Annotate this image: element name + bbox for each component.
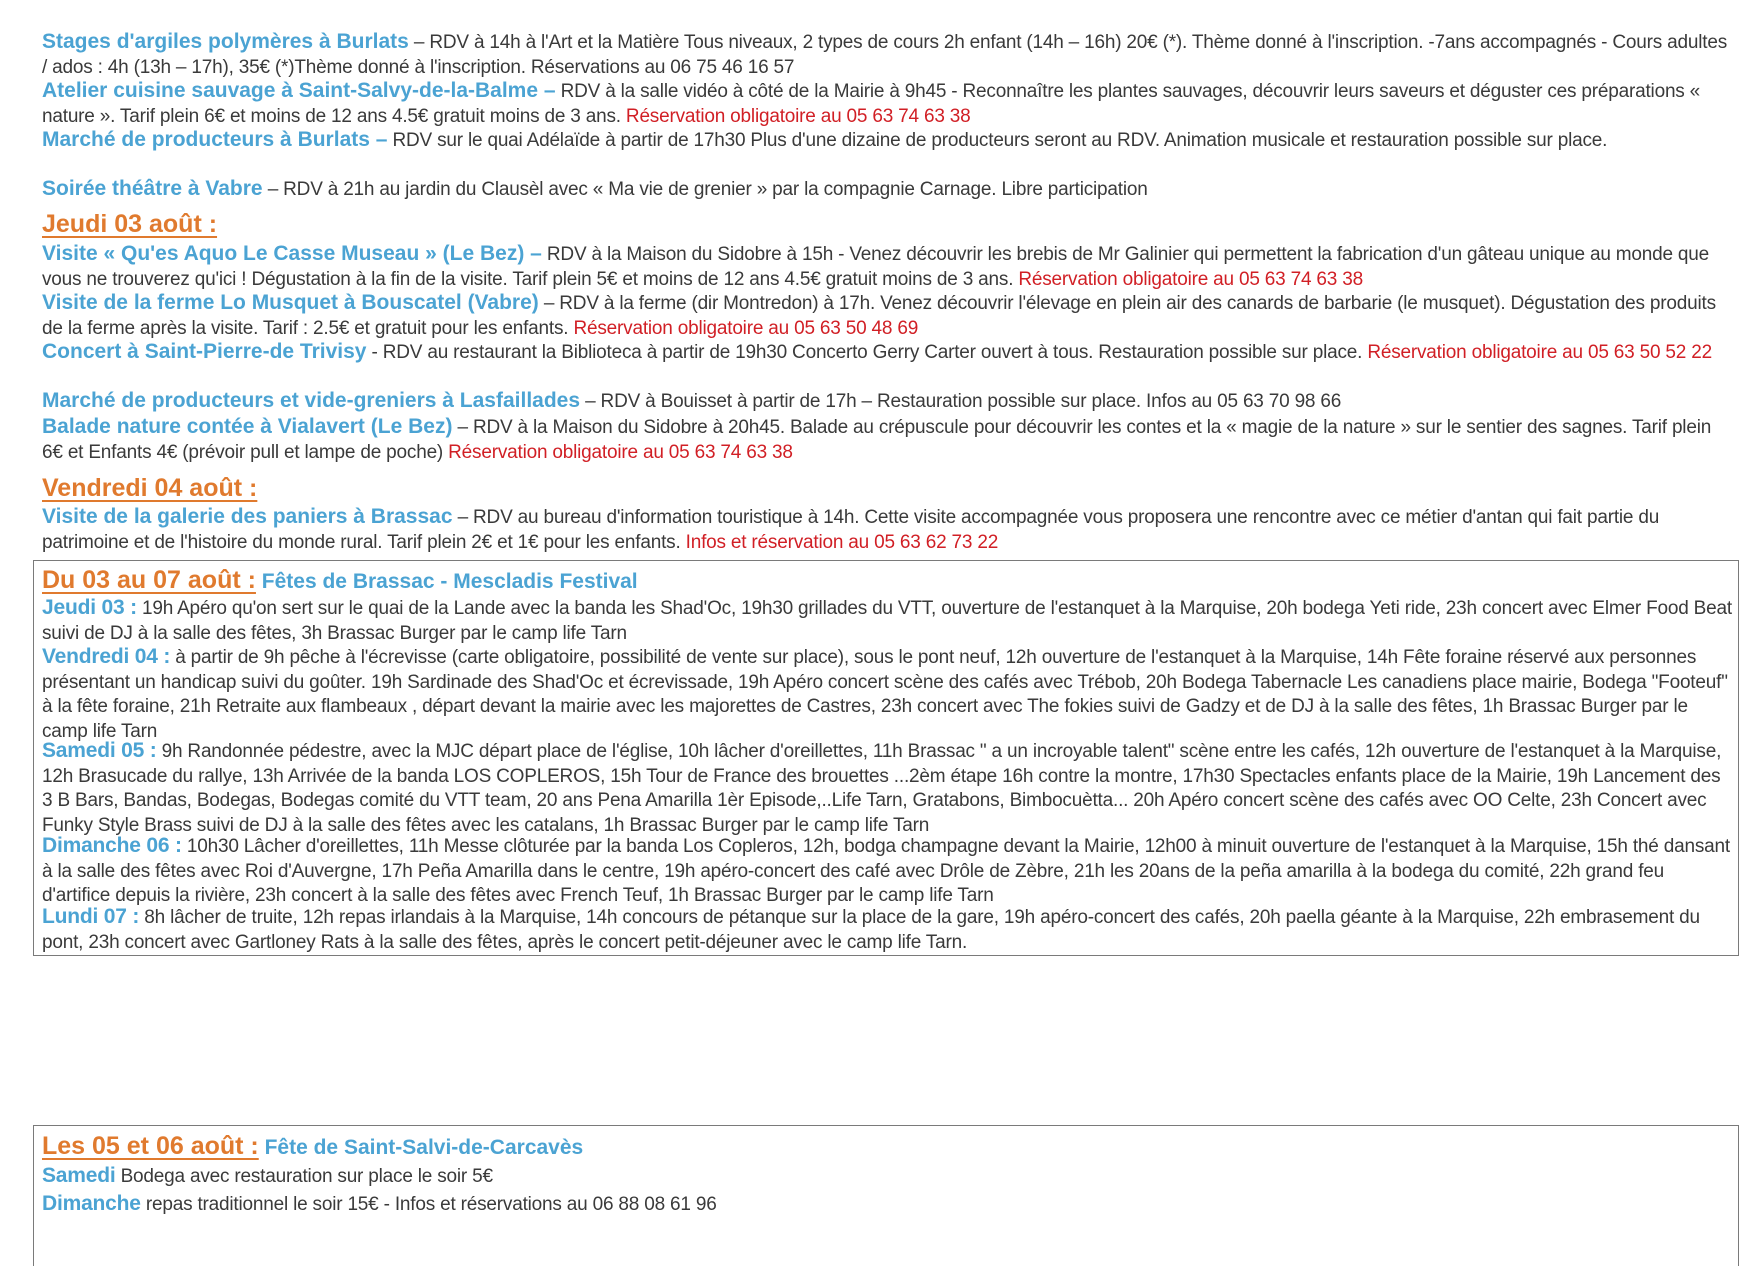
event-description: – RDV à la Maison du Sidobre à 20h45. Balade au crépuscule pour découvrir les contes et la « magie de la nature » sur le sentier des sagnes. Tarif plein 6€ et Enfants 4€ (prévoir pull et lampe de poche) bbox=[42, 417, 1712, 463]
festival-day bbox=[42, 596, 1732, 646]
festival-day-label: Samedi bbox=[42, 1164, 116, 1187]
event-title: Stages d'argiles polymères à Burlats bbox=[42, 30, 409, 53]
event-item bbox=[42, 79, 1732, 129]
event-description: - RDV au restaurant la Biblioteca à partir de 19h30 Concerto Gerry Carter ouvert à tous. Restauration possible sur place. bbox=[366, 342, 1368, 363]
event-title: Visite « Qu'es Aquo Le Casse Museau » (Le Bez) – bbox=[42, 242, 542, 265]
event-title: Soirée théâtre à Vabre bbox=[42, 177, 263, 200]
reservation-info: Infos et réservation au 05 63 62 73 22 bbox=[685, 531, 999, 553]
day-heading-jeudi: Jeudi 03 août : bbox=[42, 210, 218, 238]
festival-day bbox=[42, 834, 1732, 909]
event-item bbox=[42, 242, 1732, 292]
box-header bbox=[42, 1132, 583, 1161]
event-title: Balade nature contée à Vialavert (Le Bez) bbox=[42, 415, 453, 438]
event-description: – RDV au bureau d'information touristique à 14h. Cette visite accompagnée vous proposera une rencontre avec ce métier d'antan qui fait partie du patrimoine et de l'histoire du monde rural. Tarif plein 2€ et 1€ pour les enfants. bbox=[42, 507, 1660, 553]
festival-day-program: 9h Randonnée pédestre, avec la MJC départ place de l'église, 10h lâcher d'oreillettes, 11h Brassac " a un incroyable talent" scène entre les cafés, 12h ouverture de l'estanquet à la Marquise, 12h Brasucade du rallye, 13h Arrivée de la banda LOS COPLEROS, 15h Tour de France des brouettes ...2èm étape 16h contre la montre, 17h30 Spectacles enfants place de la Mairie, 19h Lancement des 3 B Bars, Bandas, Bodegas, Bodegas comité du VTT team, 20 ans Pena Amarilla 1èr Episode,..Life Tarn, Gratabons, Bimbocuètta... 20h Apéro concert scène des cafés avec OO Celte, 23h Concert avec Funky Style Brass suivi de DJ à la salle des fêtes avec les catalans, 1h Brassac Burger par le camp life Tarn bbox=[42, 741, 1722, 836]
festival-day-program: 19h Apéro qu'on sert sur le quai de la Lande avec la banda les Shad'Oc, 19h30 grillades du VTT, ouverture de l'estanquet à la Marquise, 20h bodega Yeti ride, 23h concert avec Elmer Food Beat suivi de DJ à la salle des fêtes, 3h Brassac Burger par le camp life Tarn bbox=[42, 598, 1732, 644]
reservation-info: Réservation obligatoire au 05 63 74 63 38 bbox=[1018, 268, 1363, 290]
festival-title: Fête de Saint-Salvi-de-Carcavès bbox=[258, 1136, 584, 1159]
festival-day bbox=[42, 645, 1732, 744]
event-title: Concert à Saint-Pierre-de Trivisy bbox=[42, 340, 367, 363]
event-description: – RDV à Bouisset à partir de 17h – Restauration possible sur place. Infos au 05 63 70 98 66 bbox=[580, 391, 1342, 412]
festival-day-program: à partir de 9h pêche à l'écrevisse (carte obligatoire, possibilité de vente sur place), sous le pont neuf, 12h ouverture de l'estanquet à la Marquise, 14h Fête foraine réservé aux personnes présentant un handicap suivi du goûter. 19h Sardinade des Shad'Oc et écrevissade, 19h Apéro concert scène des cafés avec Trébob, 20h Bodega Tabernacle Les canadiens place mairie, Bodega "Footeuf" à la fête foraine, 21h Retraite aux flambeaux , départ devant la mairie avec les majorettes de Castres, 23h concert avec The fokies suivi de Gadzy et de DJ à la salle des fêtes, 1h Brassac Burger par le camp life Tarn bbox=[42, 647, 1728, 742]
event-item bbox=[42, 389, 1732, 415]
event-item bbox=[42, 177, 1732, 203]
event-title: Marché de producteurs à Burlats – bbox=[42, 128, 388, 151]
festival-day bbox=[42, 739, 1732, 838]
reservation-info: Réservation obligatoire au 05 63 50 48 69 bbox=[573, 317, 919, 339]
reservation-info: Réservation obligatoire au 05 63 50 52 22 bbox=[1367, 342, 1712, 363]
festival-day bbox=[42, 1164, 1732, 1190]
festival-day-program: Bodega avec restauration sur place le soir 5€ bbox=[115, 1166, 493, 1187]
event-description: – RDV à 21h au jardin du Clausèl avec « Ma vie de grenier » par la compagnie Carnage. Libre participation bbox=[262, 179, 1148, 200]
event-title: Marché de producteurs et vide-greniers à Lasfaillades bbox=[42, 389, 581, 412]
event-item bbox=[42, 415, 1732, 465]
festival-day-program: 10h30 Lâcher d'oreillettes, 11h Messe clôturée par la banda Los Copleros, 12h, bodga champagne devant la Mairie, 12h00 à minuit ouverture de l'estanquet à la Marquise, 15h thé dansant à la salle des fêtes avec Roi d'Auvergne, 17h Peña Amarilla dans le centre, 19h apéro-concert des café avec Drôle de Zèbre, 21h les 20ans de la peña amarilla à la bodega du comité, 22h grand feu d'artifice depuis la rivière, 23h concert à la salle des fêtes avec French Teuf, 1h Brassac Burger par le camp life Tarn bbox=[42, 836, 1730, 906]
event-description: – RDV à la ferme (dir Montredon) à 17h. Venez découvrir l'élevage en plein air des canards de barbarie (le musquet). Dégustation des produits de la ferme après la visite. Tarif : 2.5€ et gratuit pour les enfants. bbox=[42, 293, 1716, 339]
day-heading-vendredi: Vendredi 04 août : bbox=[42, 474, 258, 502]
event-item bbox=[42, 291, 1732, 341]
event-description: – RDV à 14h à l'Art et la Matière Tous niveaux, 2 types de cours 2h enfant (14h – 16h) 20€ (*). Thème donné à l'inscription. -7ans accompagnés - Cours adultes / ados : 4h (13h – 17h), 35€ (*)Thème donné à l'inscription. Réservations au 06 75 46 16 57 bbox=[42, 32, 1728, 78]
festival-day-label: Lundi 07 : bbox=[42, 905, 140, 928]
festival-day-label: Dimanche 06 : bbox=[42, 834, 182, 857]
festival-day-program: repas traditionnel le soir 15€ - Infos et réservations au 06 88 08 61 96 bbox=[140, 1194, 717, 1215]
reservation-info: Réservation obligatoire au 05 63 74 63 38 bbox=[625, 105, 971, 127]
carcaves-festival-box bbox=[33, 1125, 1739, 1266]
festival-day-label: Jeudi 03 : bbox=[42, 596, 137, 619]
festival-day bbox=[42, 1192, 1732, 1218]
event-title: Atelier cuisine sauvage à Saint-Salvy-de-la-Balme – bbox=[42, 79, 556, 102]
festival-day bbox=[42, 905, 1732, 955]
event-item bbox=[42, 128, 1732, 154]
date-range-heading: Du 03 au 07 août : bbox=[42, 566, 256, 594]
event-description: RDV à la salle vidéo à côté de la Mairie à 9h45 - Reconnaître les plantes sauvages, découvrir leurs saveurs et déguster ces préparations « nature ». Tarif plein 6€ et moins de 12 ans 4.5€ gratuit moins de 3 ans. bbox=[42, 81, 1701, 127]
box-header bbox=[42, 566, 638, 595]
festival-day-label: Dimanche bbox=[42, 1192, 141, 1215]
festival-day-label: Samedi 05 : bbox=[42, 739, 157, 762]
festival-title: Fêtes de Brassac - Mescladis Festival bbox=[255, 570, 638, 593]
date-range-heading: Les 05 et 06 août : bbox=[42, 1132, 259, 1160]
brassac-festival-box bbox=[33, 560, 1739, 956]
event-item bbox=[42, 340, 1732, 366]
festival-day-program: 8h lâcher de truite, 12h repas irlandais à la Marquise, 14h concours de pétanque sur la place de la gare, 19h apéro-concert des cafés, 20h paella géante à la Marquise, 22h embrasement du pont, 23h concert avec Gartloney Rats à la salle des fêtes, après le concert petit-déjeuner avec le camp life Tarn. bbox=[42, 907, 1700, 953]
event-title: Visite de la galerie des paniers à Brassac bbox=[42, 505, 453, 528]
festival-day-label: Vendredi 04 : bbox=[42, 645, 171, 668]
event-title: Visite de la ferme Lo Musquet à Bouscatel (Vabre) bbox=[42, 291, 539, 314]
event-item bbox=[42, 30, 1732, 80]
event-description: RDV sur le quai Adélaïde à partir de 17h30 Plus d'une dizaine de producteurs seront au RDV. Animation musicale et restauration possible sur place. bbox=[387, 130, 1608, 151]
event-description: RDV à la Maison du Sidobre à 15h - Venez découvrir les brebis de Mr Galinier qui permettent la fabrication d'un gâteau unique au monde que vous ne trouverez qu'ici ! Dégustation à la fin de la visite. Tarif plein 5€ et moins de 12 ans 4.5€ gratuit moins de 3 ans. bbox=[42, 244, 1710, 290]
reservation-info: Réservation obligatoire au 05 63 74 63 38 bbox=[448, 441, 793, 463]
event-item bbox=[42, 505, 1732, 555]
